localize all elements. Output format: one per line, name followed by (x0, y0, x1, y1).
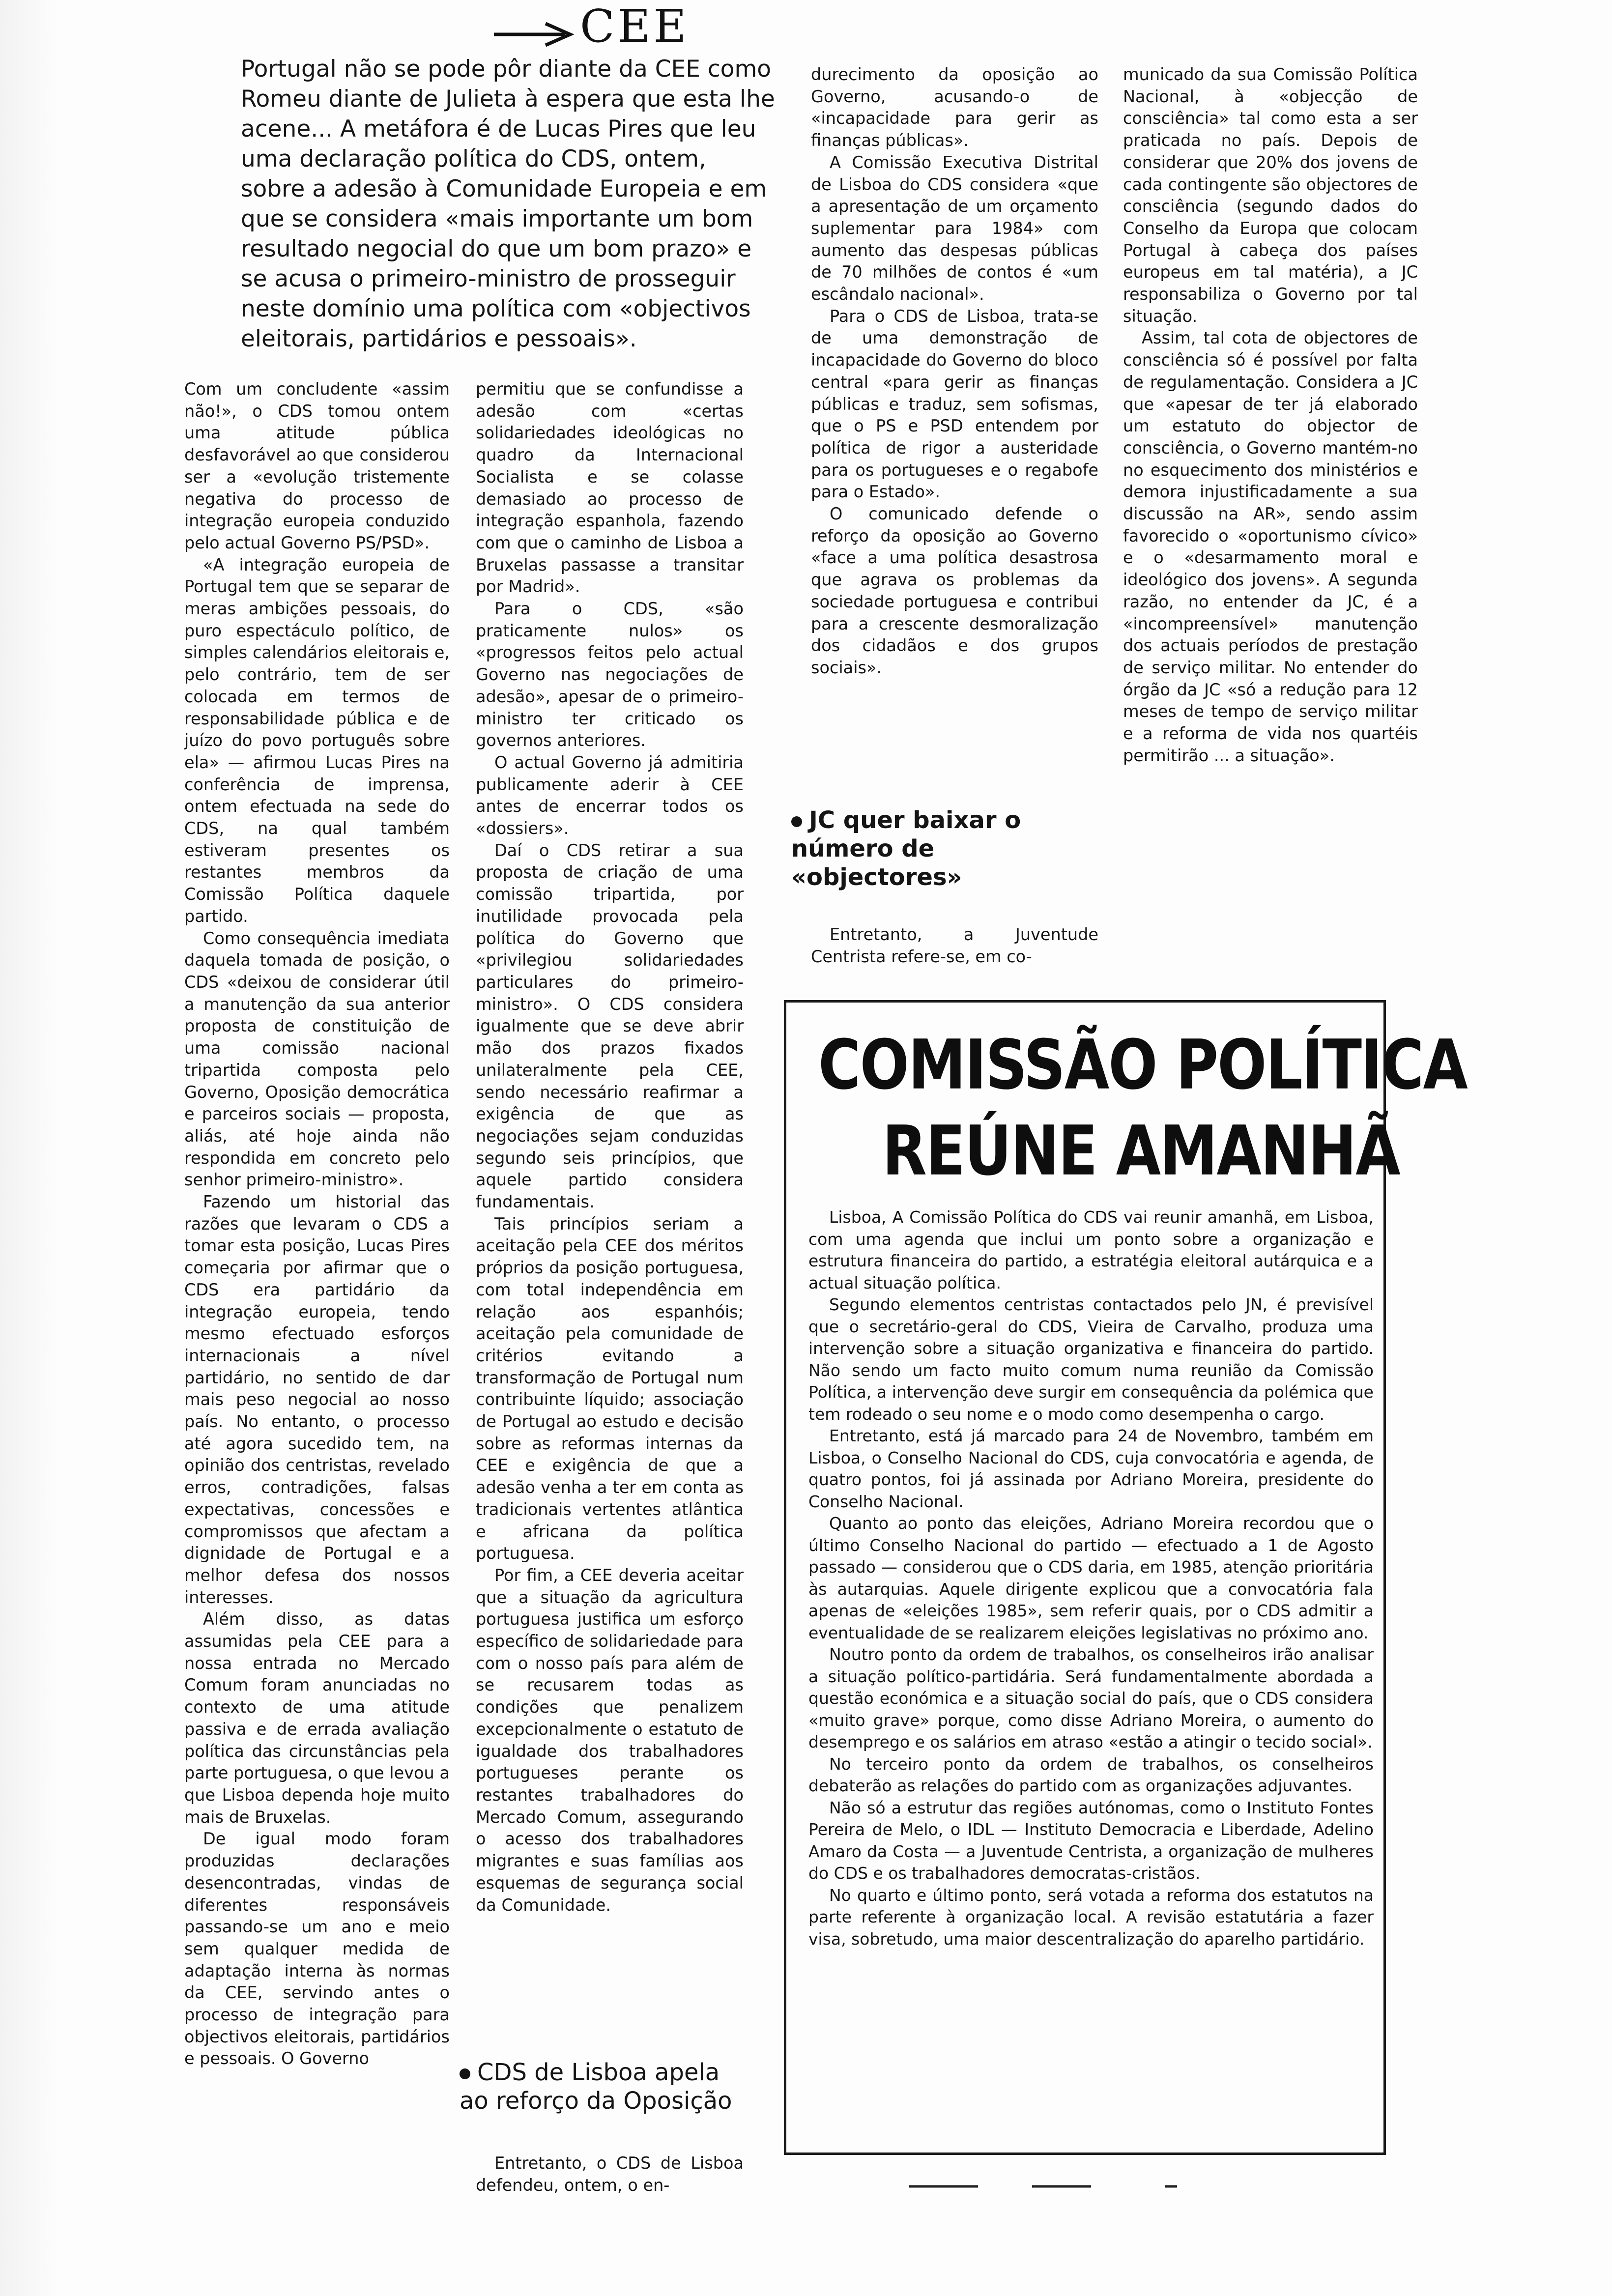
paragraph: Entretanto, a Juventude Centrista refere-se, em co- (811, 925, 1098, 966)
paragraph: Para o CDS, «são praticamente nulos» os «progressos feitos pelo actual Governo nas negociações de adesão», apesar de o primeiro-ministro ter criticado os governos anteriores. (476, 599, 744, 750)
paragraph: permitiu que se confundisse a adesão com «certas solidariedades ideológicas no quadro da Internacional Socialista e se colasse demasiado ao processo de integração espanhola, fazendo com que o caminho de Lisboa a Bruxelas passasse a transitar por Madrid». (476, 379, 744, 597)
bullet-icon (460, 2068, 470, 2079)
paragraph: De igual modo foram produzidas declarações desencontradas, vindas de diferentes responsáveis passando-se um ano e meio sem qualquer medida de adaptação interna às normas da CEE, servindo antes o processo de integração para objectivos eleitorais, partidários e pessoais. O Governo (184, 1829, 450, 2068)
handwritten-note: CEE (580, 0, 690, 53)
column-2-tail (476, 2152, 744, 2196)
box-headline-line-2: REÚNE AMANHÃ (882, 1111, 1400, 1191)
bullet-icon (791, 816, 802, 827)
paragraph: Tais princípios seriam a aceitação pela CEE dos méritos próprios da posição portuguesa, com total independência em relação aos espanhóis; aceitação pela comunidade de critérios evitando a transformação de Portugal num contribuinte líquido; associação de Portugal ao estudo e decisão sobre as reformas internas da CEE e exigência de que a adesão venha a ter em conta as tradicionais vertentes atlântica e africana da política portuguesa. (476, 1214, 744, 1563)
column-3 (811, 64, 1098, 679)
paragraph: Além disso, as datas assumidas pela CEE para a nossa entrada no Mercado Comum foram anunciadas no contexto de uma atitude passiva e de errada avaliação política das circunstâncias pela parte portuguesa, o que levou a que Lisboa dependa hoje muito mais de Bruxelas. (184, 1609, 450, 1827)
handwritten-arrow-icon (491, 20, 585, 49)
paragraph: «A integração europeia de Portugal tem que se separar de meras ambições pessoais, do puro espectáculo político, de simples calendários eleitorais e, pelo contrário, tem de ser colocada em termos de responsabilidade pública e de juízo do povo português sobre ela» — afirmou Lucas Pires na conferência de imprensa, ontem efectuada na sede do CDS, na qual também estiveram presentes os restantes membros da Comissão Política daquele partido. (184, 555, 450, 926)
paragraph: Entretanto, está já marcado para 24 de Novembro, também em Lisboa, o Conselho Nacional do CDS, cuja convocatória e agenda, de quatro pontos, foi já assinada por Adriano Moreira, presidente do Conselho Nacional. (808, 1426, 1374, 1511)
paragraph: Não só a estrutur das regiões autónomas, como o Instituto Fontes Pereira de Melo, o IDL — Instituto Democracia e Liberdade, Adelino Amaro da Costa — a Juventude Centrista, a organização de mulheres do CDS e os trabalhadores democratas-cristãos. (808, 1798, 1374, 1883)
paragraph: Entretanto, o CDS de Lisboa defendeu, ontem, o en- (476, 2153, 744, 2195)
paragraph: A Comissão Executiva Distrital de Lisboa do CDS considera «que a apresentação de um orçamento suplementar para 1984» com aumento das despesas públicas de 70 milhões de contos é «um escândalo nacional». (811, 152, 1098, 304)
paragraph: Assim, tal cota de objectores de consciência só é possível por falta de regulamentação. Considera a JC que «apesar de ter já elaborado um estatuto do objector de consciência, o Governo mantém-no no esquecimento dos ministérios e demora injustificadamente a sua discussão na AR», sendo assim favorecido o «oportunismo cívico» e o «desarmamento moral e ideológico dos jovens». A segunda razão, no entender da JC, é a «incompreensível» manutenção dos actuais períodos de prestação de serviço militar. No entender do órgão da JC «só a redução para 12 meses de tempo de serviço militar e a reforma de vida nos quartéis permitirão ... a situação». (1123, 328, 1418, 765)
paragraph: O comunicado defende o reforço da oposição ao Governo «face a uma política desastrosa que agrava os problemas da sociedade portuguesa e contribui para a crescente desmoralização dos cidadãos e dos grupos sociais». (811, 504, 1098, 677)
paragraph: Com um concludente «assim não!», o CDS tomou ontem uma atitude pública desfavorável ao que considerou ser a «evolução tristemente negativa do processo de integração europeia conduzido pelo actual Governo PS/PSD». (184, 379, 450, 552)
paragraph: Para o CDS de Lisboa, trata-se de uma demonstração de incapacidade do Governo do bloco central «para gerir as finanças públicas e traduz, sem sofismas, que o PS e PSD entendem por política de rigor a austeridade para os portugueses e o regabofe para o Estado». (811, 306, 1098, 502)
paragraph: municado da sua Comissão Política Nacional, à «objecção de consciência» tal como esta a ser praticada no país. Depois de considerar que 20% dos jovens de cada contingente são objectores de consciência (segundo dados do Conselho da Europa que colocam Portugal à cabeça dos países europeus em tal matéria), a JC responsabiliza o Governo por tal situação. (1123, 65, 1418, 326)
paragraph: Fazendo um historial das razões que levaram o CDS a tomar esta posição, Lucas Pires começaria por afirmar que o CDS era partidário da integração europeia, tendo mesmo efectuado esforços internacionais a nível partidário, no sentido de dar mais peso negocial ao nosso país. No entanto, o processo até agora sucedido tem, na opinião dos centristas, revelado erros, contradições, falsas expectativas, concessões e compromissos que afectam a dignidade de Portugal e a melhor defesa dos nossos interesses. (184, 1192, 450, 1607)
subheading-jc: JC quer baixar o número de «objectores» (791, 806, 1021, 891)
lead-paragraph: Portugal não se pode pôr diante da CEE como Romeu diante de Julieta à espera que esta lhe acene... A metáfora é de Lucas Pires que leu uma declaração política do CDS, ontem, sobre a adesão à Comunidade Europeia e em que se considera «mais importante um bom resultado negocial do que um bom prazo» e se acusa o primeiro-ministro de prosseguir neste domínio uma política com «objectivos eleitorais, partidários e pessoais». (241, 56, 775, 352)
column-3-tail (811, 924, 1098, 968)
box-headline-line-1: COMISSÃO POLÍTICA (818, 1025, 1467, 1105)
paragraph: Como consequência imediata daquela tomada de posição, o CDS «deixou de considerar útil a manutenção da sua anterior proposta de constituição de uma comissão nacional tripartida composta pelo Governo, Oposição democrática e parceiros sociais — proposta, aliás, até hoje ainda não respondida em concreto pelo senhor primeiro-ministro». (184, 928, 450, 1190)
paragraph: Lisboa, A Comissão Política do CDS vai reunir amanhã, em Lisboa, com uma agenda que inclui um ponto sobre a organização e estrutura financeira do partido, a estratégia eleitoral autárquica e a actual situação política. (808, 1207, 1374, 1292)
paragraph: No terceiro ponto da ordem de trabalhos, os conselheiros debaterão as relações do partido com as organizações adjuvantes. (808, 1754, 1374, 1795)
paragraph: Segundo elementos centristas contactados pelo JN, é previsível que o secretário-geral do CDS, Vieira de Carvalho, produza uma intervenção sobre a situação organizativa e financeira do partido. Não sendo um facto muito comum numa reunião da Comissão Política, a intervenção deve surgir em consequência da polémica que tem rodeado o seu nome e o modo como desempenha o cargo. (808, 1295, 1374, 1424)
column-1 (184, 378, 450, 2070)
paragraph: O actual Governo já admitiria publicamente aderir à CEE antes de encerrar todos os «dossiers». (476, 752, 744, 838)
paragraph: Quanto ao ponto das eleições, Adriano Moreira recordou que o último Conselho Nacional do partido — efectuado a 1 de Agosto passado — considerou que o CDS daria, em 1985, atenção prioritária às autarquias. Aquele dirigente explicou que a convocatória fala apenas de «eleições 1985», sem referir quais, por o CDS admitir a eventualidade de se realizarem eleições legislativas no próximo ano. (808, 1514, 1374, 1642)
paragraph: Por fim, a CEE deveria aceitar que a situação da agricultura portuguesa justifica um esforço específico de solidariedade para com o nosso país para além de se recusarem todas as condições que penalizem excepcionalmente o estatuto de igualdade dos trabalhadores portugueses perante os restantes trabalhadores do Mercado Comum, assegurando o acesso dos trabalhadores migrantes e suas famílias aos esquemas de segurança social da Comunidade. (476, 1565, 744, 1915)
bottom-rule-mark (909, 2184, 1184, 2188)
box-body (808, 1206, 1374, 1950)
scan-shadow (0, 0, 59, 2296)
paragraph: Noutro ponto da ordem de trabalhos, os conselheiros irão analisar a situação político-partidária. Será fundamentalmente abordada a questão económica e a situação social do país, que o CDS considera «muito grave» porque, como disse Adriano Moreira, o aumento do desemprego e os salários em atraso «estão a atingir o tecido social». (808, 1645, 1374, 1751)
paragraph: No quarto e último ponto, será votada a reforma dos estatutos na parte referente à organização local. A revisão estatutária a fazer visa, sobretudo, uma maior descentralização do aparelho partidário. (808, 1885, 1374, 1949)
paragraph: durecimento da oposição ao Governo, acusando-o de «incapacidade para gerir as finanças públicas». (811, 65, 1098, 150)
paragraph: Daí o CDS retirar a sua proposta de criação de uma comissão tripartida, por inutilidade provocada pela política do Governo que «privilegiou solidariedades particulares do primeiro-ministro». O CDS considera igualmente que se deve abrir mão dos prazos fixados unilateralmente pela CEE, sendo necessário reafirmar a exigência de que as negociações sejam conduzidas segundo seis princípios, que aquele partido considera fundamentais. (476, 840, 744, 1212)
column-4 (1123, 64, 1418, 767)
column-2 (476, 378, 744, 1916)
subheading-cds-lisboa: CDS de Lisboa apela ao reforço da Oposição (460, 2059, 732, 2115)
